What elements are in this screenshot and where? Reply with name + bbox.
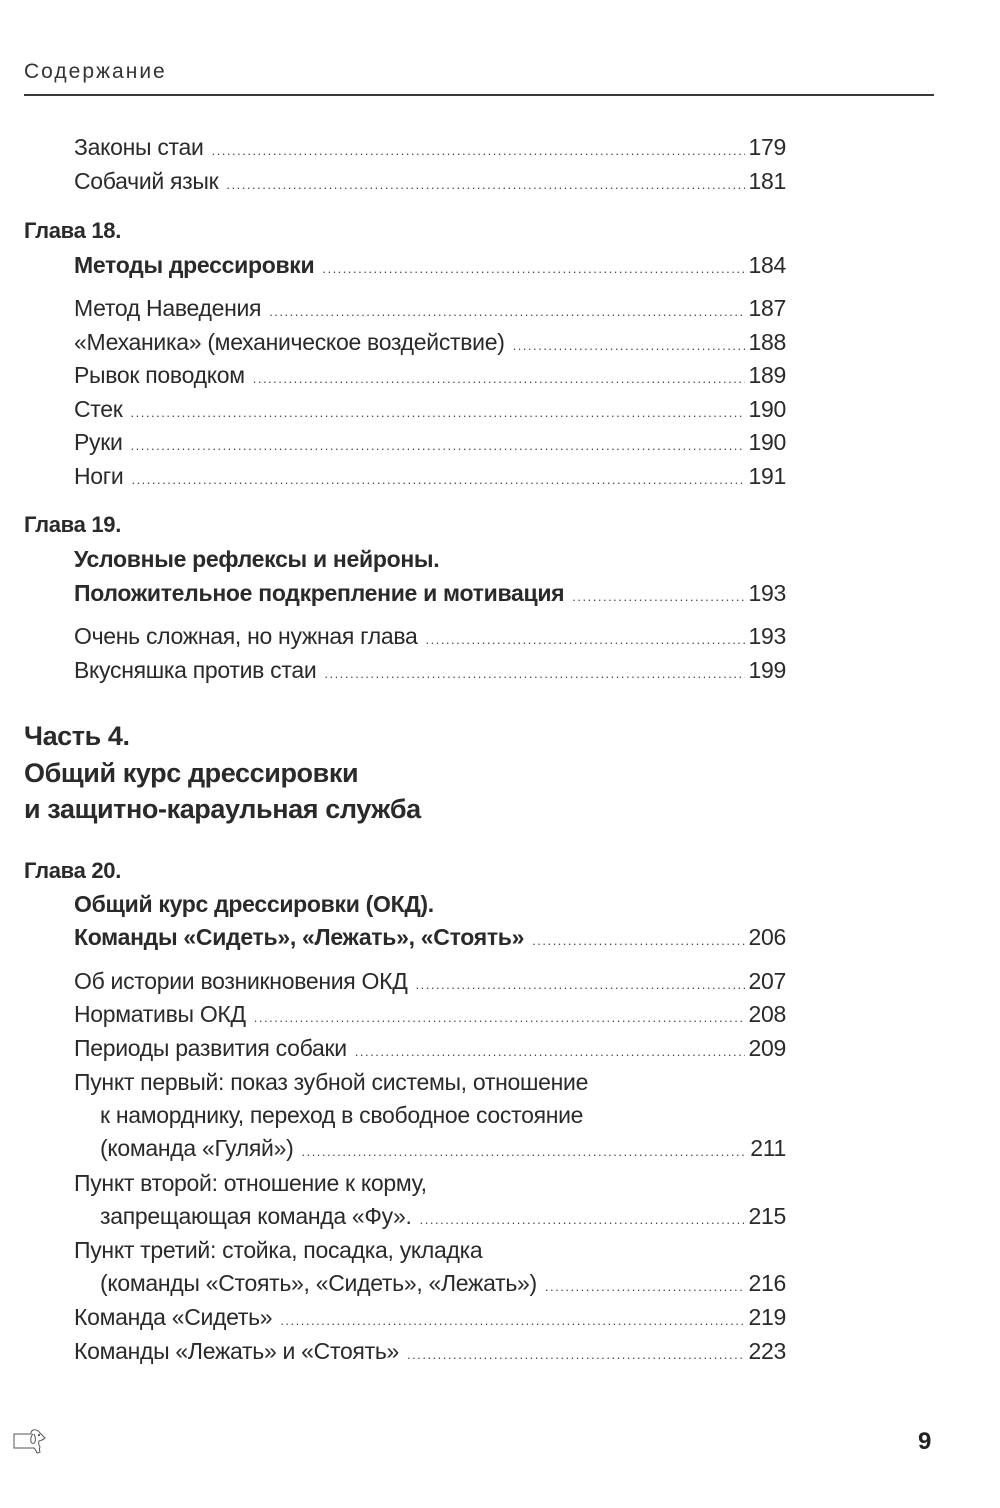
toc-entry[interactable]: Об истории возникновения ОКД ..... 207	[74, 966, 786, 996]
chapter-title-entry[interactable]: Методы дрессировки ..... 184	[74, 250, 786, 280]
leader-dots	[545, 1272, 745, 1302]
chapter-title-line: Общий курс дрессировки (ОКД).	[74, 891, 434, 917]
page-ref: 206	[748, 924, 786, 950]
leader-dots	[301, 1137, 746, 1167]
chapter-label: Глава 19.	[24, 512, 122, 537]
running-header	[24, 60, 934, 84]
page-ref: 179	[748, 134, 786, 160]
chapter-title-entry[interactable]: Команды «Сидеть», «Лежать», «Стоять» ..... 206	[74, 922, 786, 952]
leader-dots	[280, 1306, 744, 1336]
toc-entry[interactable]: Вкусняшка против стаи ..... 199	[74, 655, 786, 685]
page-ref: 209	[748, 1035, 786, 1061]
toc-entry[interactable]: Нормативы ОКД ..... 208	[74, 999, 786, 1029]
leader-dots	[131, 465, 744, 495]
toc-entry[interactable]: Законы стаи ..... 179	[74, 132, 786, 162]
part-label: Часть 4.	[24, 721, 130, 751]
page-ref: 187	[748, 295, 786, 321]
toc-entry[interactable]: Руки ..... 190	[74, 427, 786, 457]
page-ref: 188	[748, 329, 786, 355]
toc-entry[interactable]: Собачий язык ..... 181	[74, 166, 786, 196]
toc-entry-line: Пункт третий: стойка, посадка, укладка	[74, 1237, 483, 1263]
leader-dots	[254, 1003, 745, 1033]
chapter-label: Глава 20.	[24, 858, 122, 883]
leader-dots	[532, 926, 744, 956]
leader-dots	[572, 582, 744, 612]
leader-dots	[269, 297, 744, 327]
leader-dots	[212, 136, 745, 166]
toc-entry[interactable]: Очень сложная, но нужная глава ..... 193	[74, 621, 786, 651]
leader-dots	[355, 1037, 745, 1067]
toc-entry-line: Пункт первый: показ зубной системы, отношение	[74, 1069, 589, 1095]
page-ref: 208	[748, 1001, 786, 1027]
page-ref: 193	[748, 623, 786, 649]
page-ref: 193	[748, 580, 786, 606]
leader-dots	[407, 1340, 745, 1370]
leader-dots	[322, 254, 744, 284]
leader-dots	[513, 331, 745, 361]
page-ref: 184	[748, 252, 786, 278]
leader-dots	[131, 398, 745, 428]
part-title-line: Общий курс дрессировки	[24, 758, 359, 788]
leader-dots	[253, 364, 745, 394]
page-ref: 189	[748, 362, 786, 388]
chapter-title-entry[interactable]: Положительное подкрепление и мотивация ..... 193	[74, 578, 786, 608]
toc-entry-line: к наморднику, переход в свободное состояние	[100, 1102, 584, 1128]
page-ref: 190	[748, 429, 786, 455]
dachshund-icon	[12, 1425, 46, 1455]
toc-entry-line: Пункт второй: отношение к корму,	[74, 1170, 427, 1196]
toc-entry[interactable]: «Механика» (механическое воздействие) ..... 188	[74, 327, 786, 357]
toc-entry[interactable]: Команды «Лежать» и «Стоять» ..... 223	[74, 1336, 786, 1366]
toc-entry[interactable]: (команда «Гуляй») ..... 211	[100, 1133, 786, 1163]
toc-entry[interactable]: Рывок поводком ..... 189	[74, 360, 786, 390]
leader-dots	[131, 431, 745, 461]
chapter-title-line: Условные рефлексы и нейроны.	[74, 546, 440, 572]
page-ref: 215	[748, 1203, 786, 1229]
page-ref: 191	[748, 463, 786, 489]
toc-entry[interactable]: Стек ..... 190	[74, 394, 786, 424]
toc-entry[interactable]: Ноги ..... 191	[74, 461, 786, 491]
part-title-line: и защитно-караульная служба	[24, 794, 421, 824]
toc-entry[interactable]: Метод Наведения ..... 187	[74, 293, 786, 323]
page-ref: 190	[748, 396, 786, 422]
leader-dots	[416, 970, 745, 1000]
page-number: 9	[918, 1428, 932, 1455]
chapter-label: Глава 18.	[24, 218, 122, 243]
leader-dots	[420, 1205, 745, 1235]
page-ref: 211	[750, 1135, 786, 1161]
leader-dots	[324, 659, 744, 689]
page-ref: 219	[748, 1304, 786, 1330]
header-title: Содержание	[24, 60, 167, 83]
page-ref: 199	[748, 657, 786, 683]
page-ref: 181	[748, 168, 786, 194]
toc-entry[interactable]: Команда «Сидеть» ..... 219	[74, 1302, 786, 1332]
toc-entry[interactable]: запрещающая команда «Фу». ..... 215	[100, 1201, 786, 1231]
page-ref: 207	[748, 968, 786, 994]
header-divider	[24, 94, 934, 96]
page-ref: 216	[748, 1270, 786, 1296]
page-ref: 223	[748, 1338, 786, 1364]
toc-entry[interactable]: (команды «Стоять», «Сидеть», «Лежать») ..... 216	[100, 1268, 786, 1298]
toc-entry[interactable]: Периоды развития собаки ..... 209	[74, 1033, 786, 1063]
leader-dots	[226, 170, 744, 200]
leader-dots	[425, 625, 744, 655]
